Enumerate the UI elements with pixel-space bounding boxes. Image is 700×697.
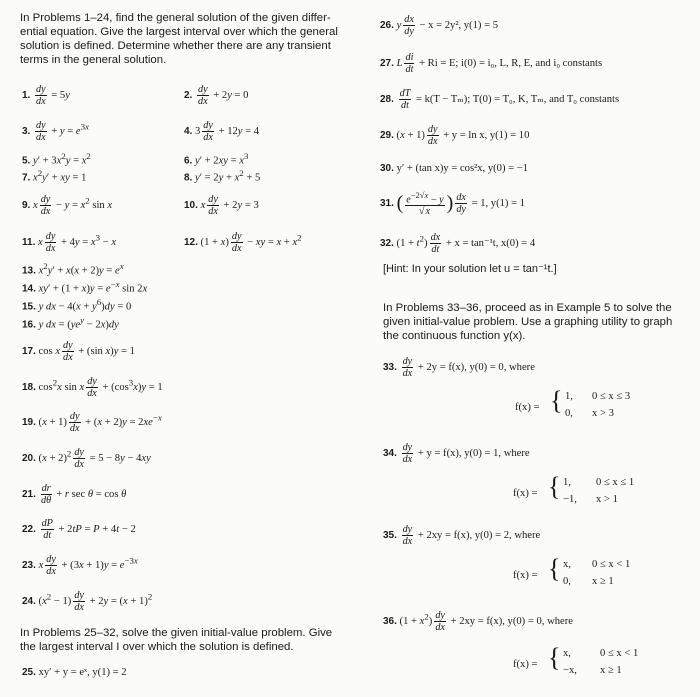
problem-36: 36. $(1 + x^2)$ $\frac{dy}{dx}$ + 2xy = f(x), y(0) = 0, where <box>383 610 573 633</box>
problem-35: 35. $\frac{dy}{dx}$ + 2xy = f(x), y(0) = 2, where <box>383 524 541 547</box>
p36-case-2-value: −x, <box>563 665 577 676</box>
p35-case-2-value: 0, <box>563 576 571 587</box>
p35-case-1-cond: 0 ≤ x < 1 <box>592 559 631 570</box>
problem-34: 34. $\frac{dy}{dx}$ + y = f(x), y(0) = 1, where <box>383 442 530 465</box>
p34-case-1-cond: 0 ≤ x ≤ 1 <box>596 477 635 488</box>
problem-9: 9. x $\frac{dy}{dx}$ − $y = x^2$ sin x <box>22 194 113 217</box>
problem-17: 17. cos x $\frac{dy}{dx}$ + (sin x)y = 1 <box>22 340 135 363</box>
p36-fx-label: f(x) = <box>513 659 538 670</box>
intro-3-line-3: the continuous function y(x). <box>383 330 526 342</box>
problem-33: 33. $\frac{dy}{dx}$ + 2y = f(x), y(0) = 0, where <box>383 356 535 379</box>
problem-19: 19. (x + 1) $\frac{dy}{dx}$ + $(x + 2)y = 2xe^{-x}$ <box>22 411 162 434</box>
p35-brace: { <box>548 554 561 583</box>
p36-case-2-cond: x ≥ 1 <box>600 665 622 676</box>
p33-case-1-value: 1, <box>565 391 573 402</box>
hint-note: [Hint: In your solution let u = tan⁻¹t.] <box>383 263 557 275</box>
intro-2-line-1: In Problems 25–32, solve the given initial-value problem. Give <box>20 627 333 639</box>
problem-22: 22. $\frac{dP}{dt}$ + 2tP = P + 4t − 2 <box>22 518 136 541</box>
problem-27: 27. L $\frac{di}{dt}$ + Ri = E; i(0) = i₀, L, R, E, and i₀ constants <box>380 52 603 75</box>
p34-case-1-value: 1, <box>563 477 571 488</box>
problem-31: 31. ( $\frac{e^{-2√x} - y}{√x}$ ) $\frac{dx}{dy}$ = 1, y(1) = 1 <box>380 190 526 218</box>
problem-1: 1. $\frac{dy}{dx}$ = 5y <box>22 84 70 107</box>
problem-11: 11. x $\frac{dy}{dx}$ + $4y = x^3 - x$ <box>22 231 117 254</box>
problem-4: 4. 3 $\frac{dy}{dx}$ + 12y = 4 <box>184 120 260 143</box>
problem-10: 10. x $\frac{dy}{dx}$ + 2y = 3 <box>184 194 259 217</box>
problem-12: 12. (1 + x) $\frac{dy}{dx}$ − xy = $x + x^2$ <box>184 231 302 254</box>
problem-7: 7. $x^2y'$ + xy = 1 <box>22 168 87 184</box>
intro-1-line-2: ential equation. Give the largest interval over which the general <box>20 26 338 38</box>
intro-3-line-2: given initial-value problem. Use a graphing utility to graph <box>383 316 673 328</box>
problem-8: 8. $y' = 2y + x^2 + 5$ <box>184 168 261 184</box>
intro-1-line-4: terms in the general solution. <box>20 54 167 66</box>
p34-case-2-cond: x > 1 <box>596 494 618 505</box>
problem-29: 29. (x + 1) $\frac{dy}{dx}$ + y = ln x, y(1) = 10 <box>380 124 530 147</box>
p34-case-2-value: −1, <box>563 494 577 505</box>
problem-3: 3. $\frac{dy}{dx}$ + $y = e^{3x}$ <box>22 120 89 143</box>
p35-case-1-value: x, <box>563 559 571 570</box>
p35-case-2-cond: x ≥ 1 <box>592 576 614 587</box>
intro-3-line-1: In Problems 33–36, proceed as in Example 5 to solve the <box>383 302 672 314</box>
problem-5: 5. $y' + 3x^2y = x^2$ <box>22 151 91 167</box>
problem-18: 18. $\cos^2x$ sin x $\frac{dy}{dx}$ + $(\cos^3x)y = 1$ <box>22 376 163 399</box>
p34-brace: { <box>548 472 561 501</box>
problem-15: 15. y dx − $4(x + y^6)dy = 0$ <box>22 297 132 313</box>
problem-16: 16. y dx = $(ye^y - 2x)dy$ <box>22 315 119 331</box>
p33-brace: { <box>550 386 563 415</box>
problem-23: 23. x $\frac{dy}{dx}$ + $(3x + 1)y = e^{-3x}$ <box>22 554 138 577</box>
problem-20: 20. $(x + 2)^2$ $\frac{dy}{dx}$ = 5 − 8y − 4xy <box>22 447 151 470</box>
problem-2: 2. $\frac{dy}{dx}$ + 2y = 0 <box>184 84 249 107</box>
problem-24: 24. $(x^2 - 1)$ $\frac{dy}{dx}$ + $2y = (x + 1)^2$ <box>22 590 153 613</box>
p35-fx-label: f(x) = <box>513 570 538 581</box>
problem-6: 6. $y' + 2xy = x^3$ <box>184 151 249 167</box>
p34-fx-label: f(x) = <box>513 488 538 499</box>
problem-32: 32. $(1 + t^2)$ $\frac{dx}{dt}$ + x = tan⁻¹t, x(0) = 4 <box>380 232 536 255</box>
intro-1-line-3: solution is defined. Determine whether there are any transient <box>20 40 331 52</box>
problem-13: 13. $x^2y' + x(x + 2)y = e^x$ <box>22 261 124 277</box>
problem-25: 25. xy′ + y = eˣ, y(1) = 2 <box>22 667 127 678</box>
problem-28: 28. $\frac{dT}{dt}$ = k(T − Tₘ); T(0) = T₀, K, Tₘ, and T₀ constants <box>380 88 620 111</box>
problem-21: 21. $\frac{dr}{d\theta}$ + r sec θ = cos θ <box>22 483 127 506</box>
p33-case-1-cond: 0 ≤ x ≤ 3 <box>592 391 631 402</box>
p36-case-1-value: x, <box>563 648 571 659</box>
p36-case-1-cond: 0 ≤ x < 1 <box>600 648 639 659</box>
p36-brace: { <box>548 643 561 672</box>
p33-fx-label: f(x) = <box>515 402 540 413</box>
problem-30: 30. y′ + (tan x)y = cos²x, y(0) = −1 <box>380 163 529 174</box>
intro-2-line-2: the largest interval I over which the solution is defined. <box>20 641 294 653</box>
problem-14: 14. $xy' + (1 + x)y = e^{-x}$ sin 2x <box>22 279 148 295</box>
intro-1-line-1: In Problems 1–24, find the general solution of the given differ- <box>20 12 331 24</box>
p33-case-2-cond: x > 3 <box>592 408 614 419</box>
problem-26: 26. y $\frac{dx}{dy}$ − x = 2y², y(1) = 5 <box>380 14 499 37</box>
p33-case-2-value: 0, <box>565 408 573 419</box>
